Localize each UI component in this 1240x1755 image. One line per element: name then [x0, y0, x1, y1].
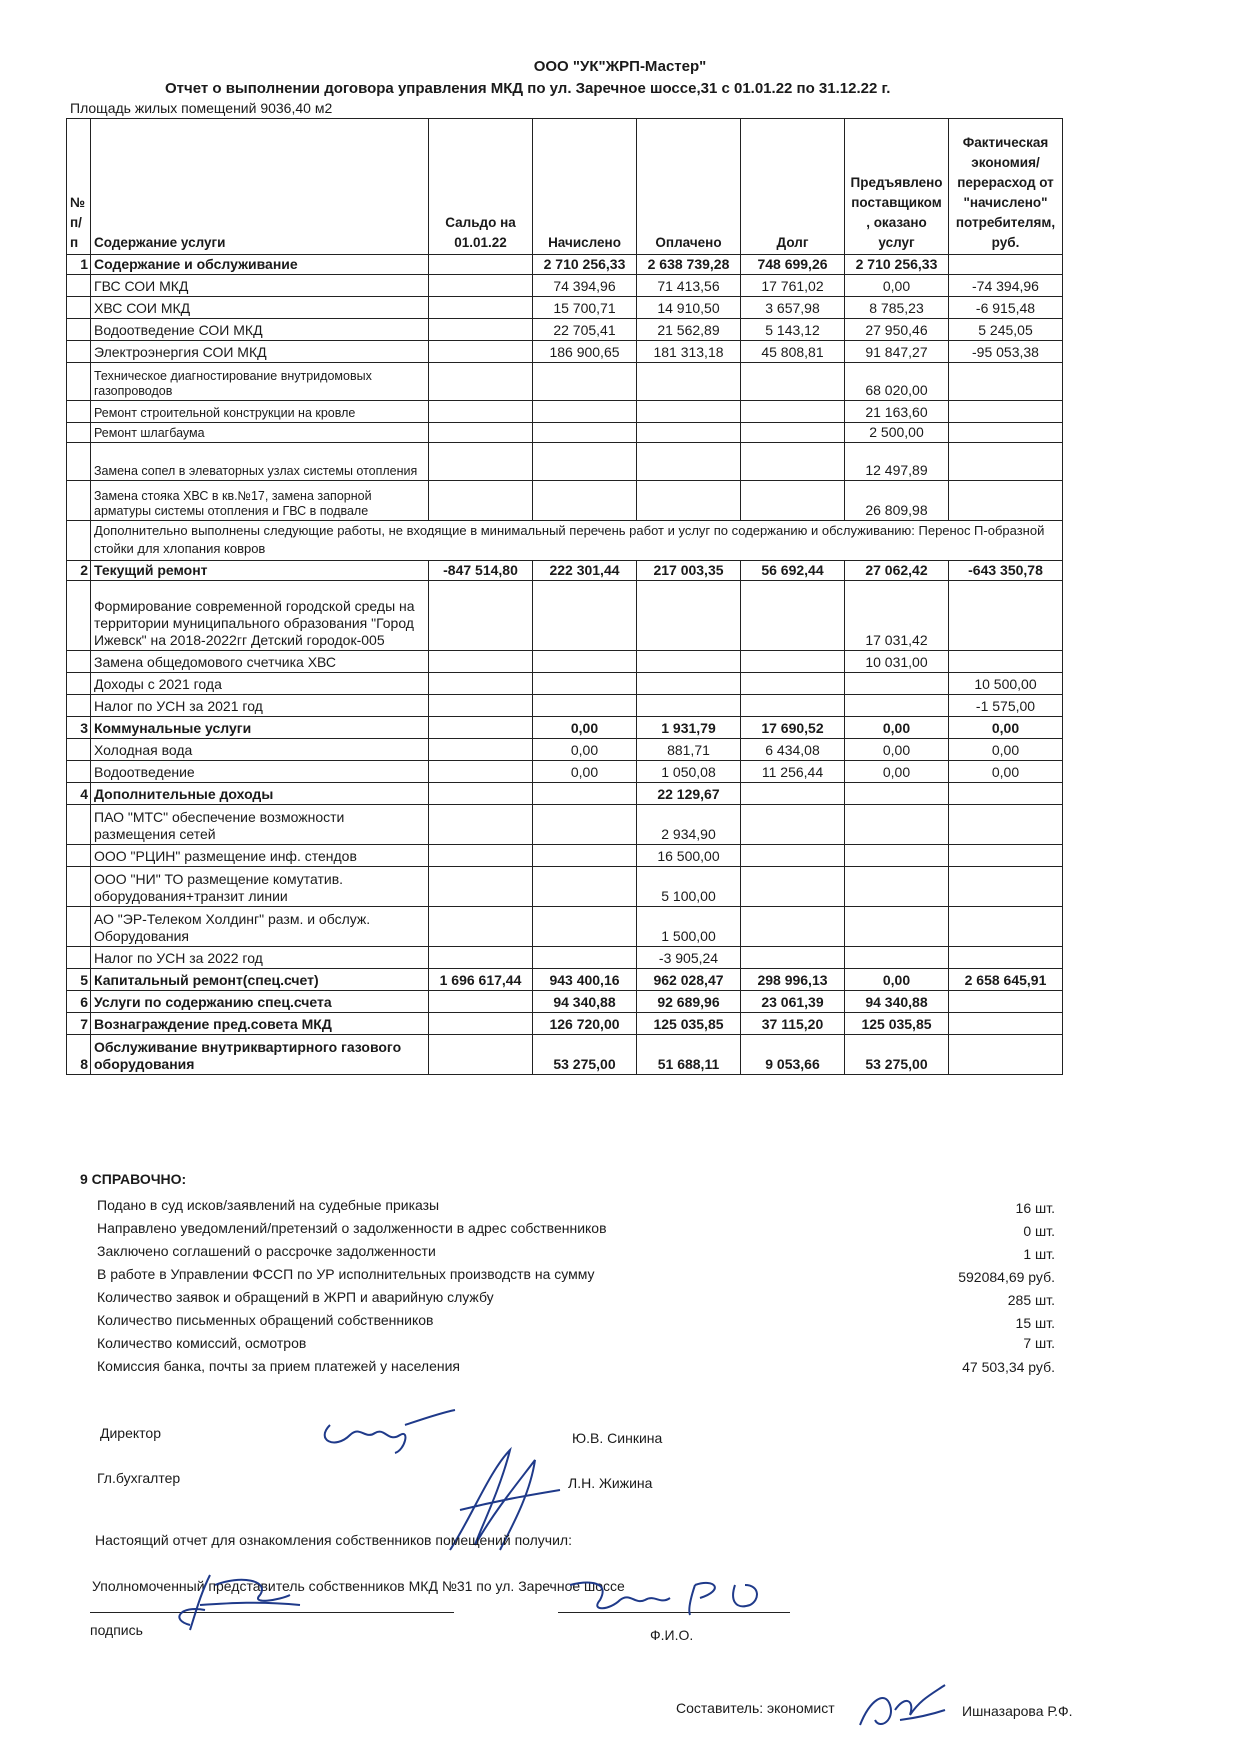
cell-supplier [845, 695, 949, 717]
cell-supplier: 0,00 [845, 739, 949, 761]
director-label: Директор [100, 1425, 161, 1441]
cell-supplier [845, 907, 949, 947]
cell-paid [637, 363, 741, 401]
cell-paid: 2 638 739,28 [637, 255, 741, 275]
row-number [67, 297, 91, 319]
cell-economy [949, 867, 1063, 907]
table-row [67, 783, 1063, 805]
cell-paid: 181 313,18 [637, 341, 741, 363]
extra-works-text: Дополнительно выполнены следующие работы, не входящие в минимальный перечень работ и услуг по содержанию и обслуживанию: Перенос П-образной стойки для хлопания ковров [91, 521, 1063, 561]
cell-paid [637, 651, 741, 673]
cell-paid [637, 695, 741, 717]
cell-supplier [845, 947, 949, 969]
cell-economy: -6 915,48 [949, 297, 1063, 319]
service-name: Обслуживание внутриквартирного газового оборудования [91, 1035, 429, 1075]
service-name: Замена сопел в элеваторных узлах системы отопления [91, 443, 429, 481]
cell-economy: -74 394,96 [949, 275, 1063, 297]
cell-economy: 10 500,00 [949, 673, 1063, 695]
cell-paid: 1 500,00 [637, 907, 741, 947]
cell-economy [949, 423, 1063, 443]
cell-saldo [429, 319, 533, 341]
row-number [67, 341, 91, 363]
cell-charged: 222 301,44 [533, 561, 637, 581]
cell-debt [741, 907, 845, 947]
service-name: Замена общедомового счетчика ХВС [91, 651, 429, 673]
cell-paid: 125 035,85 [637, 1013, 741, 1035]
cell-economy: 0,00 [949, 761, 1063, 783]
table-row [67, 673, 1063, 695]
received-note: Настоящий отчет для ознакомления собственников помещений получил: [95, 1532, 572, 1548]
cell-economy [949, 255, 1063, 275]
cell-charged [533, 907, 637, 947]
cell-paid: 881,71 [637, 739, 741, 761]
cell-paid: 21 562,89 [637, 319, 741, 341]
cell-debt [741, 363, 845, 401]
service-name: Налог по УСН за 2021 год [91, 695, 429, 717]
cell-charged: 2 710 256,33 [533, 255, 637, 275]
table-row [67, 1013, 1063, 1035]
cell-supplier: 2 500,00 [845, 423, 949, 443]
cell-supplier [845, 845, 949, 867]
table-row [67, 423, 1063, 443]
cell-charged [533, 783, 637, 805]
cell-paid: 22 129,67 [637, 783, 741, 805]
cell-charged [533, 673, 637, 695]
table-row [67, 947, 1063, 969]
cell-saldo [429, 651, 533, 673]
header-paid: Оплачено [637, 119, 741, 255]
row-number [67, 907, 91, 947]
row-number [67, 423, 91, 443]
cell-economy [949, 947, 1063, 969]
cell-supplier: 10 031,00 [845, 651, 949, 673]
table-row [67, 581, 1063, 651]
cell-paid [637, 443, 741, 481]
cell-charged [533, 443, 637, 481]
cell-debt [741, 867, 845, 907]
cell-supplier: 91 847,27 [845, 341, 949, 363]
cell-charged: 22 705,41 [533, 319, 637, 341]
table-row [67, 739, 1063, 761]
cell-charged [533, 695, 637, 717]
cell-debt [741, 401, 845, 423]
row-number [67, 275, 91, 297]
cell-saldo [429, 739, 533, 761]
cell-supplier [845, 673, 949, 695]
row-number [67, 651, 91, 673]
cell-charged: 94 340,88 [533, 991, 637, 1013]
cell-saldo [429, 845, 533, 867]
cell-saldo [429, 907, 533, 947]
row-number [67, 319, 91, 341]
representative-handwritten-name [560, 1570, 780, 1620]
cell-charged [533, 423, 637, 443]
cell-debt [741, 481, 845, 521]
compiler-name: Ишназарова Р.Ф. [962, 1703, 1073, 1719]
service-name: Услуги по содержанию спец.счета [91, 991, 429, 1013]
service-name: Техническое диагностирование внутридомовых газопроводов [91, 363, 429, 401]
cell-debt: 45 808,81 [741, 341, 845, 363]
cell-debt: 6 434,08 [741, 739, 845, 761]
cell-saldo [429, 947, 533, 969]
cell-saldo [429, 1035, 533, 1075]
cell-saldo [429, 695, 533, 717]
cell-economy [949, 581, 1063, 651]
cell-economy [949, 481, 1063, 521]
row-number [67, 845, 91, 867]
cell-saldo [429, 867, 533, 907]
cell-debt: 5 143,12 [741, 319, 845, 341]
header-debt: Долг [741, 119, 845, 255]
reference-label: Подано в суд исков/заявлений на судебные приказы [97, 1197, 440, 1213]
sign-label: подпись [90, 1622, 143, 1638]
cell-supplier [845, 805, 949, 845]
header-no: № п/п [67, 119, 91, 255]
row-number: 5 [67, 969, 91, 991]
table-row [67, 991, 1063, 1013]
company-name: ООО "УК"ЖРП-Мастер" [533, 58, 707, 75]
reference-value: 1 шт. [1023, 1246, 1055, 1262]
cell-charged [533, 401, 637, 423]
reference-label: Количество комиссий, осмотров [97, 1335, 307, 1351]
cell-charged: 53 275,00 [533, 1035, 637, 1075]
service-name: Формирование современной городской среды на территории муниципального образования "Город Ижевск" на 2018-2022гг Детский городок-005 [91, 581, 429, 651]
accountant-name: Л.Н. Жижина [568, 1475, 653, 1491]
cell-economy: -1 575,00 [949, 695, 1063, 717]
cell-charged: 0,00 [533, 739, 637, 761]
cell-paid [637, 581, 741, 651]
table-row [67, 255, 1063, 275]
service-name: Доходы с 2021 года [91, 673, 429, 695]
table-row [67, 651, 1063, 673]
table-row [67, 695, 1063, 717]
report-table [66, 118, 1063, 1075]
reference-value: 15 шт. [1015, 1315, 1055, 1331]
row-number [67, 401, 91, 423]
cell-supplier: 12 497,89 [845, 443, 949, 481]
cell-debt [741, 947, 845, 969]
table-row [67, 297, 1063, 319]
cell-economy [949, 783, 1063, 805]
table-row [67, 319, 1063, 341]
cell-economy [949, 907, 1063, 947]
cell-economy: 0,00 [949, 739, 1063, 761]
table-row [67, 275, 1063, 297]
reference-value: 47 503,34 руб. [962, 1359, 1055, 1375]
representative-label: Уполномоченный представитель собственников МКД №31 по ул. Заречное шоссе [92, 1578, 625, 1594]
reference-label: Комиссия банка, почты за прием платежей у населения [97, 1358, 460, 1374]
cell-supplier: 27 950,46 [845, 319, 949, 341]
service-name: Вознаграждение пред.совета МКД [91, 1013, 429, 1035]
compiler-signature [850, 1680, 950, 1735]
accountant-label: Гл.бухгалтер [97, 1470, 181, 1486]
cell-saldo [429, 341, 533, 363]
row-number [67, 481, 91, 521]
cell-supplier: 68 020,00 [845, 363, 949, 401]
table-row [67, 907, 1063, 947]
table-row [67, 845, 1063, 867]
cell-economy: 0,00 [949, 717, 1063, 739]
header-economy: Фактическая экономия/перерасход от "начислено" потребителям, руб. [949, 119, 1063, 255]
cell-supplier: 21 163,60 [845, 401, 949, 423]
table-row [67, 761, 1063, 783]
cell-economy [949, 1013, 1063, 1035]
cell-supplier: 53 275,00 [845, 1035, 949, 1075]
cell-supplier [845, 867, 949, 907]
cell-economy [949, 845, 1063, 867]
row-number [67, 805, 91, 845]
cell-saldo [429, 481, 533, 521]
table-row [67, 341, 1063, 363]
row-number [67, 947, 91, 969]
service-name: АО "ЭР-Телеком Холдинг" разм. и обслуж. Оборудования [91, 907, 429, 947]
cell-debt: 17 761,02 [741, 275, 845, 297]
cell-saldo [429, 717, 533, 739]
cell-economy [949, 651, 1063, 673]
cell-saldo: 1 696 617,44 [429, 969, 533, 991]
service-name: ГВС СОИ МКД [91, 275, 429, 297]
cell-economy [949, 401, 1063, 423]
row-number [67, 739, 91, 761]
cell-saldo [429, 581, 533, 651]
cell-charged [533, 363, 637, 401]
row-number [67, 443, 91, 481]
cell-debt: 9 053,66 [741, 1035, 845, 1075]
cell-debt [741, 695, 845, 717]
cell-paid: 92 689,96 [637, 991, 741, 1013]
extra-works-row [67, 521, 1063, 561]
cell-saldo [429, 673, 533, 695]
service-name: Водоотведение [91, 761, 429, 783]
reference-label: Заключено соглашений о рассрочке задолженности [97, 1243, 436, 1259]
cell-charged [533, 947, 637, 969]
cell-saldo [429, 363, 533, 401]
header-saldo: Сальдо на 01.01.22 [429, 119, 533, 255]
cell-supplier: 125 035,85 [845, 1013, 949, 1035]
service-name: Водоотведение СОИ МКД [91, 319, 429, 341]
service-name: Холодная вода [91, 739, 429, 761]
row-number: 6 [67, 991, 91, 1013]
cell-saldo [429, 805, 533, 845]
cell-saldo: -847 514,80 [429, 561, 533, 581]
cell-saldo [429, 297, 533, 319]
header-charged: Начислено [533, 119, 637, 255]
row-number: 7 [67, 1013, 91, 1035]
row-number [67, 581, 91, 651]
cell-charged [533, 581, 637, 651]
cell-economy: -95 053,38 [949, 341, 1063, 363]
reference-value: 7 шт. [1023, 1335, 1055, 1351]
table-row [67, 867, 1063, 907]
cell-economy: 2 658 645,91 [949, 969, 1063, 991]
row-number: 1 [67, 255, 91, 275]
cell-saldo [429, 783, 533, 805]
cell-charged: 74 394,96 [533, 275, 637, 297]
cell-debt [741, 673, 845, 695]
cell-saldo [429, 443, 533, 481]
cell-saldo [429, 991, 533, 1013]
reference-label: Количество письменных обращений собственников [97, 1312, 434, 1328]
table-row [67, 481, 1063, 521]
row-number [67, 673, 91, 695]
cell-paid: -3 905,24 [637, 947, 741, 969]
cell-supplier: 17 031,42 [845, 581, 949, 651]
cell-charged: 0,00 [533, 717, 637, 739]
cell-charged [533, 481, 637, 521]
cell-paid: 71 413,56 [637, 275, 741, 297]
cell-paid: 962 028,47 [637, 969, 741, 991]
cell-paid: 2 934,90 [637, 805, 741, 845]
cell-paid: 217 003,35 [637, 561, 741, 581]
cell-paid [637, 481, 741, 521]
table-row [67, 969, 1063, 991]
cell-debt [741, 581, 845, 651]
cell-paid [637, 423, 741, 443]
fio-label: Ф.И.О. [650, 1627, 694, 1643]
reference-value: 592084,69 руб. [958, 1269, 1055, 1285]
service-name: Коммунальные услуги [91, 717, 429, 739]
table-row [67, 401, 1063, 423]
cell-economy [949, 991, 1063, 1013]
cell-charged [533, 805, 637, 845]
cell-economy: -643 350,78 [949, 561, 1063, 581]
cell-debt: 56 692,44 [741, 561, 845, 581]
cell-saldo [429, 423, 533, 443]
cell-charged [533, 651, 637, 673]
cell-debt: 748 699,26 [741, 255, 845, 275]
row-number [67, 521, 91, 561]
cell-supplier: 8 785,23 [845, 297, 949, 319]
row-number: 3 [67, 717, 91, 739]
service-name: ХВС СОИ МКД [91, 297, 429, 319]
cell-saldo [429, 1013, 533, 1035]
row-number [67, 363, 91, 401]
reference-label: Количество заявок и обращений в ЖРП и аварийную службу [97, 1289, 494, 1305]
row-number: 4 [67, 783, 91, 805]
cell-supplier: 27 062,42 [845, 561, 949, 581]
reference-heading: 9 СПРАВОЧНО: [80, 1171, 187, 1187]
service-name: Дополнительные доходы [91, 783, 429, 805]
cell-saldo [429, 255, 533, 275]
cell-debt: 23 061,39 [741, 991, 845, 1013]
table-row [67, 805, 1063, 845]
cell-supplier: 0,00 [845, 275, 949, 297]
cell-economy [949, 363, 1063, 401]
row-number: 2 [67, 561, 91, 581]
service-name: ООО "РЦИН" размещение инф. стендов [91, 845, 429, 867]
cell-debt: 3 657,98 [741, 297, 845, 319]
row-number: 8 [67, 1035, 91, 1075]
cell-paid: 1 050,08 [637, 761, 741, 783]
cell-supplier: 0,00 [845, 969, 949, 991]
cell-paid [637, 673, 741, 695]
cell-economy: 5 245,05 [949, 319, 1063, 341]
service-name: Капитальный ремонт(спец.счет) [91, 969, 429, 991]
cell-saldo [429, 401, 533, 423]
row-number [67, 695, 91, 717]
cell-charged: 15 700,71 [533, 297, 637, 319]
representative-signature [160, 1565, 310, 1635]
cell-debt [741, 443, 845, 481]
living-area: Площадь жилых помещений 9036,40 м2 [70, 100, 333, 116]
reference-value: 16 шт. [1015, 1200, 1055, 1216]
table-row [67, 1035, 1063, 1075]
header-service: Содержание услуги [91, 119, 429, 255]
cell-paid: 51 688,11 [637, 1035, 741, 1075]
table-row [67, 363, 1063, 401]
table-row [67, 443, 1063, 481]
cell-supplier: 2 710 256,33 [845, 255, 949, 275]
cell-debt: 37 115,20 [741, 1013, 845, 1035]
cell-debt: 11 256,44 [741, 761, 845, 783]
cell-paid [637, 401, 741, 423]
cell-debt [741, 805, 845, 845]
cell-debt [741, 651, 845, 673]
reference-label: В работе в Управлении ФССП по УР исполнительных производств на сумму [97, 1266, 595, 1282]
cell-charged [533, 845, 637, 867]
cell-charged [533, 867, 637, 907]
service-name: Ремонт шлагбаума [91, 423, 429, 443]
cell-supplier: 94 340,88 [845, 991, 949, 1013]
cell-debt [741, 423, 845, 443]
cell-debt: 298 996,13 [741, 969, 845, 991]
cell-supplier: 0,00 [845, 761, 949, 783]
cell-economy [949, 443, 1063, 481]
report-title: Отчет о выполнении договора управления МКД по ул. Заречное шоссе,31 с 01.01.22 по 31.12.22 г. [165, 80, 891, 97]
cell-charged: 126 720,00 [533, 1013, 637, 1035]
cell-debt [741, 845, 845, 867]
cell-paid: 5 100,00 [637, 867, 741, 907]
reference-value: 285 шт. [1007, 1292, 1055, 1308]
table-row [67, 561, 1063, 581]
service-name: Содержание и обслуживание [91, 255, 429, 275]
cell-economy [949, 805, 1063, 845]
service-name: Замена стояка ХВС в кв.№17, замена запорной арматуры системы отопления и ГВС в подвале [91, 481, 429, 521]
cell-charged: 186 900,65 [533, 341, 637, 363]
row-number [67, 761, 91, 783]
header-supplier: Предъявлено поставщиком , оказано услуг [845, 119, 949, 255]
row-number [67, 867, 91, 907]
reference-value: 0 шт. [1023, 1223, 1055, 1239]
reference-label: Направлено уведомлений/претензий о задолженности в адрес собственников [97, 1220, 607, 1236]
director-name: Ю.В. Синкина [572, 1430, 663, 1446]
cell-supplier [845, 783, 949, 805]
cell-paid: 14 910,50 [637, 297, 741, 319]
cell-paid: 1 931,79 [637, 717, 741, 739]
cell-debt [741, 783, 845, 805]
cell-charged: 943 400,16 [533, 969, 637, 991]
service-name: Электроэнергия СОИ МКД [91, 341, 429, 363]
service-name: Налог по УСН за 2022 год [91, 947, 429, 969]
cell-charged: 0,00 [533, 761, 637, 783]
service-name: Ремонт строительной конструкции на кровле [91, 401, 429, 423]
service-name: ПАО "МТС" обеспечение возможности размещения сетей [91, 805, 429, 845]
cell-saldo [429, 275, 533, 297]
cell-supplier: 26 809,98 [845, 481, 949, 521]
director-signature [310, 1395, 460, 1455]
compiler-label: Составитель: экономист [676, 1700, 835, 1716]
service-name: Текущий ремонт [91, 561, 429, 581]
cell-supplier: 0,00 [845, 717, 949, 739]
cell-paid: 16 500,00 [637, 845, 741, 867]
cell-debt: 17 690,52 [741, 717, 845, 739]
cell-saldo [429, 761, 533, 783]
table-row [67, 717, 1063, 739]
cell-economy [949, 1035, 1063, 1075]
service-name: ООО "НИ" ТО размещение комутатив. оборудования+транзит линии [91, 867, 429, 907]
